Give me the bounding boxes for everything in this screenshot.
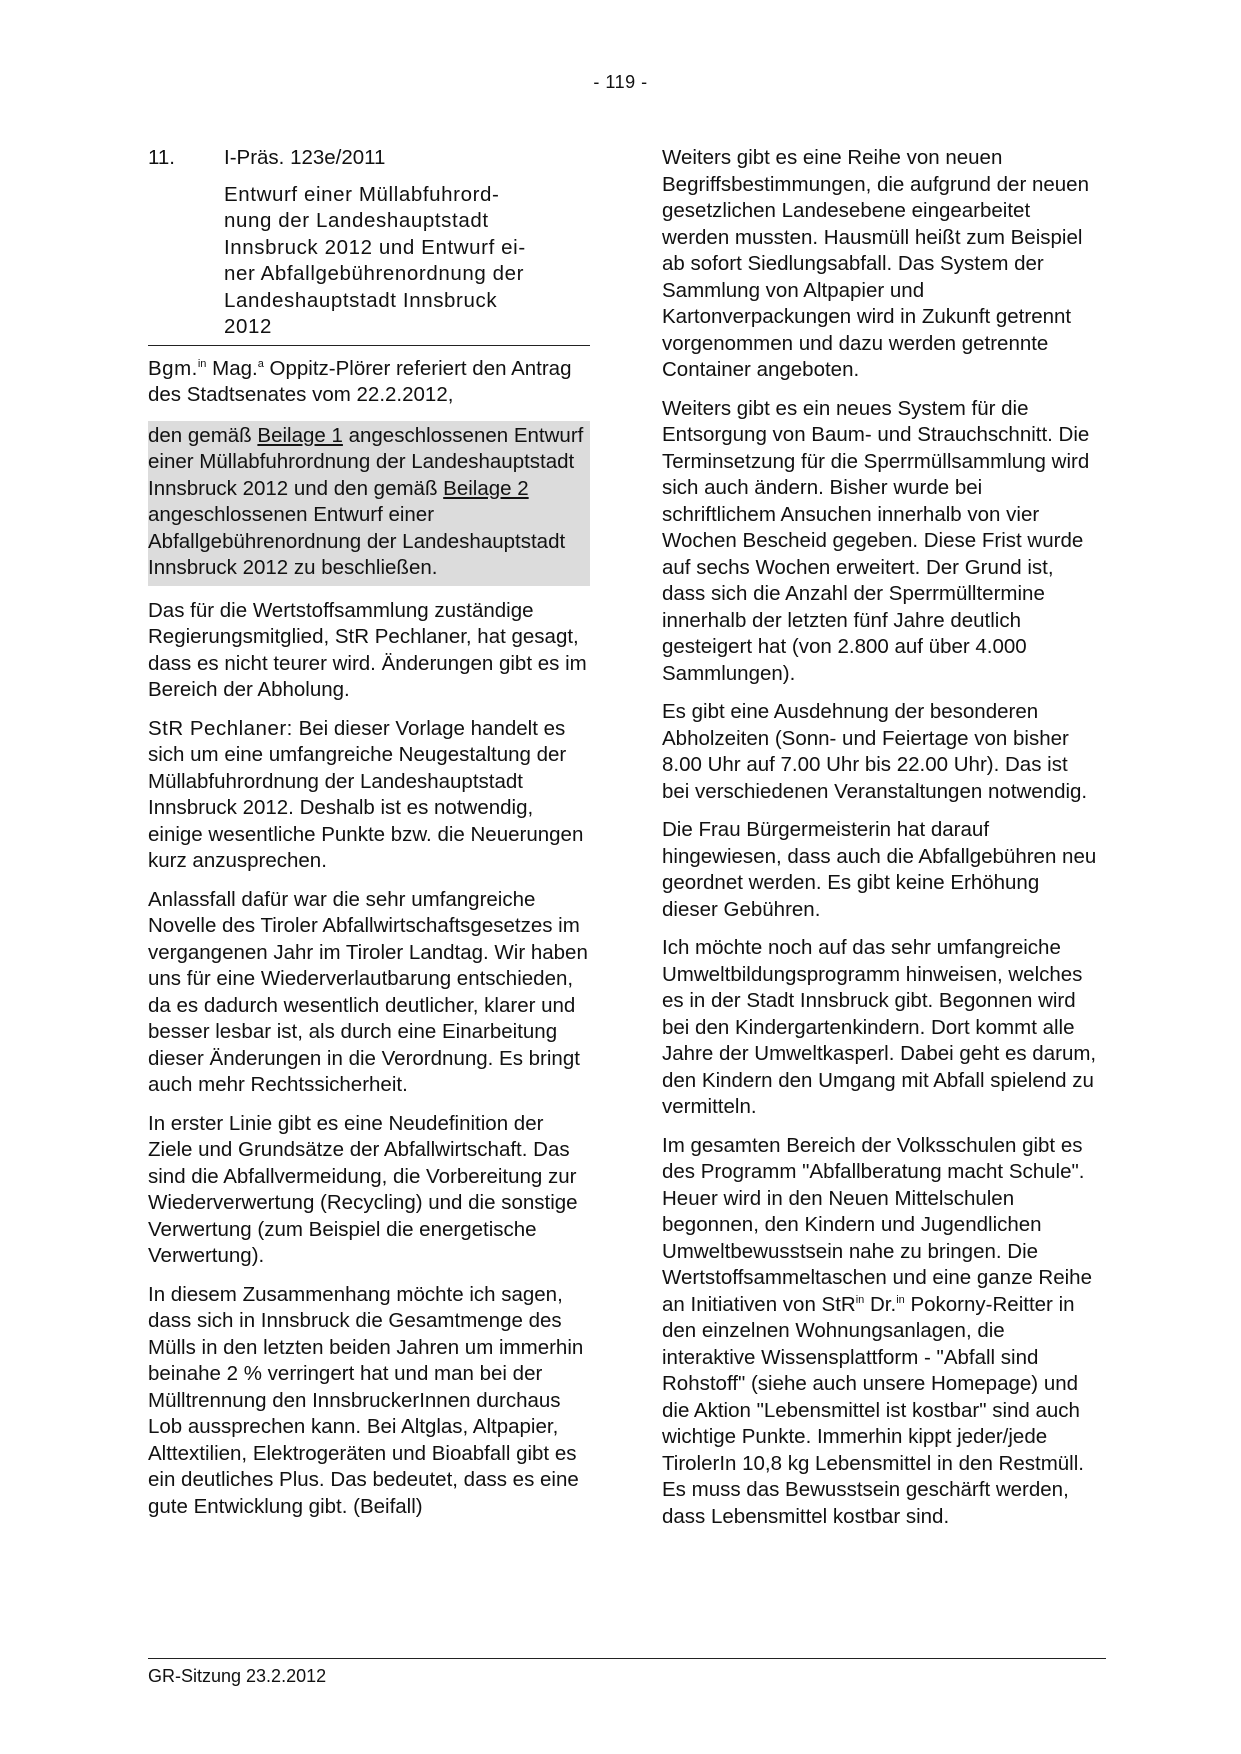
attachment-ref-2: Beilage 2: [443, 476, 529, 500]
footer-text: GR-Sitzung 23.2.2012: [148, 1666, 327, 1686]
title-divider: [148, 345, 590, 346]
speaker-name: StR Pechlaner:: [148, 716, 293, 740]
paragraph: Ich möchte noch auf das sehr umfangreiche Umweltbildungsprogramm hinweisen, welches es in der Stadt Innsbruck gibt. Begonnen wird bei den Kindergartenkindern. Dort kommt alle Jahre der Umweltkasperl. Dabei geht es darum, den Kindern den Umgang mit Abfall spielend zu vermitteln.: [662, 936, 1097, 1118]
superscript: in: [896, 1293, 905, 1306]
page-number: - 119 -: [593, 72, 648, 92]
paragraph: In diesem Zusammenhang möchte ich sagen, dass sich in Innsbruck die Gesamtmenge des Mülls in den letzten beiden Jahren um immerhin beinahe 2 % verringert hat und man bei der Mülltrennung den InnsbruckerInnen durchaus Lob aussprechen kann. Bei Altglas, Altpapier, Alttextilien, Elektrogeräten und Bioabfall gibt es ein deutliches Plus. Das bedeutet, dass es eine gute Entwicklung gibt. (Beifall): [148, 1282, 584, 1518]
title-line: Entwurf einer Müllabfuhrord-: [224, 182, 500, 206]
paragraph: Es gibt eine Ausdehnung der besonderen Abholzeiten (Sonn- und Feiertage von bisher 8.00 Uhr auf 7.00 Uhr bis 22.00 Uhr). Das ist bei verschiedenen Veranstaltungen notwendig.: [662, 700, 1088, 803]
title-line: nung der Landeshauptstadt: [224, 209, 489, 232]
agenda-item-header: [148, 145, 590, 341]
intro-superscript: in: [197, 357, 207, 370]
right-column: [662, 145, 1098, 1542]
agenda-item-reference: I-Präs. 123e/2011: [224, 146, 386, 169]
paragraph: Das für die Wertstoffsammlung zuständige Regierungsmitglied, StR Pechlaner, hat gesagt, dass es nicht teurer wird. Änderungen gibt es im Bereich der Abholung.: [148, 598, 587, 701]
intro-speaker-degree: Mag.: [206, 356, 258, 380]
superscript: in: [855, 1293, 865, 1306]
title-line: Landeshauptstadt Innsbruck: [224, 288, 498, 312]
paragraph: In erster Linie gibt es eine Neudefinition der Ziele und Grundsätze der Abfallwirtschaft. Das sind die Abfallvermeidung, die Vorbereitung zur Wiederverwertung (Recycling) und die sonstige Verwertung (zum Beispiel die energetische Verwertung).: [148, 1111, 578, 1267]
title-line: 2012: [224, 315, 273, 338]
motion-part: angeschlossenen Entwurf einer Müllabfuhrordnung der Landeshauptstadt Innsbruck 2012 und den gemäß: [148, 423, 584, 500]
intro-text: Oppitz-Plörer referiert den Antrag des Stadtsenates vom 22.2.2012,: [148, 356, 572, 406]
motion-part: den gemäß: [148, 423, 258, 447]
left-column: [148, 145, 590, 1532]
intro-speaker-title: Bgm.: [148, 356, 198, 380]
paragraph: [148, 716, 590, 875]
paragraph-part: Dr.: [864, 1292, 897, 1316]
paragraph-part: Pokorny-Reitter in den einzelnen Wohnungsanlagen, die interaktive Wissensplattform - "Abfall sind Rohstoff" (siehe auch unsere Homepage) und die Aktion "Lebensmittel ist kostbar" sind auch wichtige Punkte. Immerhin kippt jeder/jede TirolerIn 10,8 kg Lebensmittel in den Restmüll. Es muss das Bewusstsein geschärft werden, dass Lebensmittel kostbar sind.: [662, 1292, 1084, 1528]
intro-paragraph: [148, 356, 590, 409]
paragraph: [662, 1133, 1098, 1531]
paragraph: Anlassfall dafür war die sehr umfangreiche Novelle des Tiroler Abfallwirtschaftsgesetzes im vergangenen Jahr im Tiroler Landtag. Wir haben uns für eine Wiederverlautbarung entschieden, da es dadurch wesentlich deutlicher, klarer und besser lesbar ist, als durch eine Einarbeitung dieser Änderungen in die Verordnung. Es bringt auch mehr Rechtssicherheit.: [148, 887, 588, 1096]
footer-divider: [148, 1658, 1106, 1659]
agenda-item-body: [224, 145, 590, 341]
paragraph: Die Frau Bürgermeisterin hat darauf hingewiesen, dass auch die Abfallgebühren neu geordnet werden. Es gibt keine Erhöhung dieser Gebühren.: [662, 818, 1097, 921]
agenda-item-number: 11.: [148, 146, 175, 169]
intro-superscript: a: [257, 357, 264, 370]
agenda-item-title: [224, 182, 590, 341]
speech-text: Bei dieser Vorlage handelt es sich um eine umfangreiche Neugestaltung der Müllabfuhrordnung der Landeshauptstadt Innsbruck 2012. Deshalb ist es notwendig, einige wesentliche Punkte bzw. die Neuerungen kurz anzusprechen.: [148, 716, 584, 872]
title-line: ner Abfallgebührenordnung der: [224, 262, 525, 285]
paragraph: Weiters gibt es eine Reihe von neuen Begriffsbestimmungen, die aufgrund der neuen gesetzlichen Landesebene eingearbeitet werden mussten. Hausmüll heißt zum Beispiel ab sofort Siedlungsabfall. Das System der Sammlung von Altpapier und Kartonverpackungen wird in Zukunft getrennt vorgenommen und dazu werden getrennte Container angeboten.: [662, 146, 1089, 381]
title-line: Innsbruck 2012 und Entwurf ei-: [224, 235, 526, 259]
motion-part: angeschlossenen Entwurf einer Abfallgebührenordnung der Landeshauptstadt Innsbruck 2012 zu beschließen.: [148, 503, 566, 579]
paragraph: Weiters gibt es ein neues System für die Entsorgung von Baum- und Strauchschnitt. Die Terminsetzung für die Sperrmüllsammlung wird sich auch ändern. Bisher wurde bei schriftlichem Ansuchen innerhalb von vier Wochen Bescheid gegeben. Diese Frist wurde auf sechs Wochen erweitert. Der Grund ist, dass sich die Anzahl der Sperrmülltermine innerhalb der letzten fünf Jahre deutlich gesteigert hat (von 2.800 auf über 4.000 Sammlungen).: [662, 396, 1090, 685]
attachment-ref-1: Beilage 1: [257, 423, 343, 447]
paragraph-part: Im gesamten Bereich der Volksschulen gibt es des Programm "Abfallberatung macht Schule". Heuer wird in den Neuen Mittelschulen begonnen, den Kindern und Jugendlichen Umweltbewusstsein nahe zu bringen. Die Wertstoffsammeltaschen und eine ganze Reihe an Initiativen von StR: [662, 1133, 1092, 1316]
motion-text: [148, 421, 590, 586]
